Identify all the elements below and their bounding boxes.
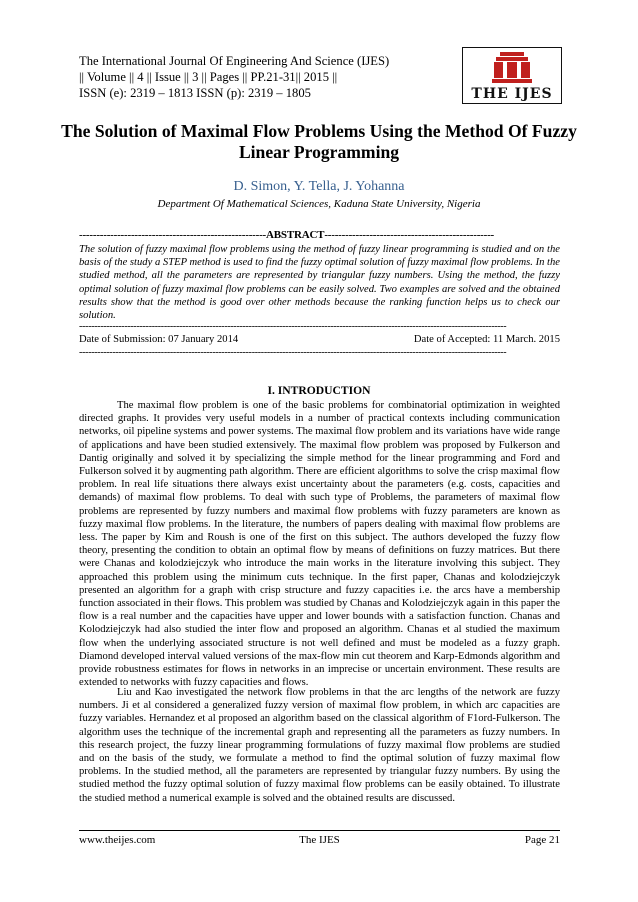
introduction-paragraph-2: Liu and Kao investigated the network flow problems in that the arc lengths of the network are fuzzy numbers. Ji et al considered a generalized fuzzy version of maximal flow problem, in which arc capacities are fuzzy variables. Hernandez et al proposed an algorithm based on the classical algorithm of F1ord-Fulkerson. The algorithm uses the technique of the incremental graph and representing all the parameters as fuzzy numbers. In this research project, the fuzzy linear programming formulations of fuzzy maximal flow problems are studied and on the basis of the study, we formulate a method to find the optimal solution of fuzzy maximal flow problems. In the studied method, all the parameters are represented by triangular fuzzy numbers. By using the studied method the fuzzy optimal solution of fuzzy maximal flow problems can be easily obtained. To illustrate the studied method a numerical example is solved and the obtained results are discussed. <box>79 687 560 804</box>
footer-journal: The IJES <box>299 834 340 846</box>
journal-name: The International Journal Of Engineering And Science (IJES) <box>79 54 390 68</box>
paper-authors: D. Simon, Y. Tella, J. Yohanna <box>233 179 405 194</box>
logo-emblem <box>492 52 532 83</box>
footer-page-number: Page 21 <box>524 834 560 846</box>
ijes-logo <box>462 47 562 104</box>
date-accepted: Date of Accepted: 11 March. 2015 <box>413 334 560 345</box>
footer-divider <box>79 830 560 831</box>
footer-website: www.theijes.com <box>79 834 156 846</box>
abstract-dashes-left: ------------------------------------------------------ <box>79 229 267 241</box>
dashed-rule-top: --------------------------------------------------------------------------------------------------------------------------------------------- <box>79 322 507 332</box>
abstract-dashes-right: ------------------------------------------------- <box>324 229 495 241</box>
date-submission: Date of Submission: 07 January 2014 <box>79 334 239 345</box>
journal-issn: ISSN (e): 2319 – 1813 ISSN (p): 2319 – 1805 <box>79 86 311 100</box>
abstract-text: The solution of fuzzy maximal flow problems using the method of fuzzy linear programming is studied and on the basis of the study a STEP method is used to find the fuzzy optimal solution of fuzzy maximal flow problems. In the studied method, all the parameters are represented by triangular fuzzy numbers. Using the method, the fuzzy optimal solution of fuzzy maximal flow problems can be easily solved. Two examples are solved and the obtained results show that the method is good over other methods because the ranking function helps us to check our solution. <box>79 244 560 322</box>
journal-info <box>79 53 439 101</box>
paper-affiliation: Department Of Mathematical Sciences, Kaduna State University, Nigeria <box>157 198 481 210</box>
paper-title: The Solution of Maximal Flow Problems Using the Method Of Fuzzy Linear Programming <box>61 121 577 162</box>
ijes-logo-graphic <box>463 48 561 103</box>
introduction-paragraph-1: The maximal flow problem is one of the basic problems for combinatorial optimization in weighted directed graphs. It provides very useful models in a number of practical contexts including communication networks, oil pipeline systems and power systems. The maximal flow problem and its variations have wide range of applications and have been studied extensively. The maximal flow problem was proposed by Fulkerson and Dantig originally and solved it by specializing the simple method for the linear programming and Ford and Fulkerson solved it by augmenting path algorithm. There are efficient algorithms to solve the crisp maximal flow problem. In real life situations there always exist uncertainty about the parameters (e.g. costs, capacities and demands) of maximal flow problems. To deal with such type of Problems, the parameters of maximal flow problems are represented by fuzzy numbers and maximal flow problems with fuzzy parameters are known as fuzzy maximal flow problems. In the literature, the numbers of papers dealing with maximal flow problems are less. The paper by Kim and Roush is one of the first on this subject. The authors developed the fuzzy flow theory, presenting the condition to obtain an optimal flow by means of definitions on fuzzy matrices. But there were Chanas and kolodziejczyk who introduce the main works in the literature involving this subject. They approached this problem using the minimum cuts technique. In the first paper, Chanas and kolodziejczyk presented an algorithm for a graph with crisp structure and fuzzy capacities i.e. the arcs have a membership function associated in their flows. This problem was studied by Chanas and Kolodziejczyk again in this paper the flow is a real number and the capacities have upper and lower bounds with a satisfaction function. Chanas and Kolodziejczyk had also studied the inter flow and proposed an algorithm. Chanas et al studied the maximum flow when the underlying associated structure is not well defined and must be modeled as a fuzzy graph. Diamond developed interval valued versions of the max-flow min cut theorem and Karp-Edmonds algorithm and provide robustness estimates for flows in networks in an imprecise or uncertain environment. These results are extended to networks with fuzzy capacities and flows. <box>79 400 560 689</box>
section-heading-introduction: I. INTRODUCTION <box>267 384 371 397</box>
abstract-heading: ABSTRACT <box>266 229 325 241</box>
page-footer <box>79 834 560 848</box>
journal-volume: || Volume || 4 || Issue || 3 || Pages || PP.21-31|| 2015 || <box>79 70 338 84</box>
logo-text: THE IJES <box>471 86 553 102</box>
dashed-rule-bottom: --------------------------------------------------------------------------------------------------------------------------------------------- <box>79 348 507 358</box>
abstract-heading-line <box>79 229 560 241</box>
